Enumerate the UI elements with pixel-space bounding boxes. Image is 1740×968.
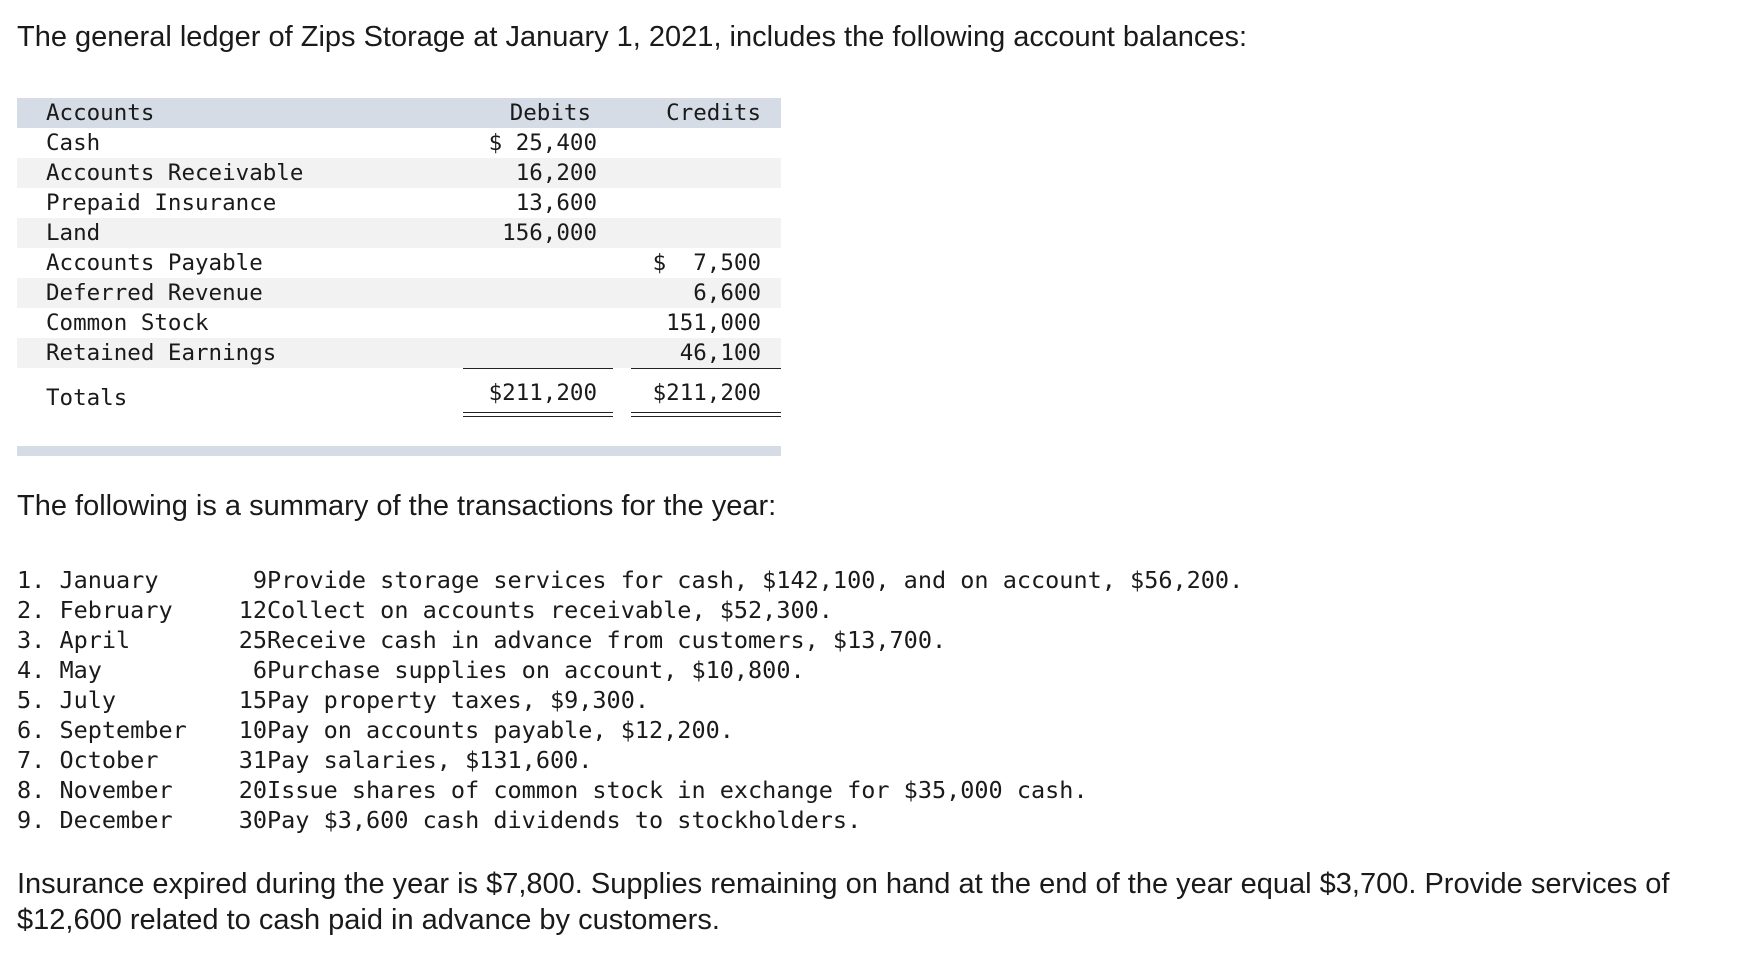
debit-total-rule [463,368,613,369]
ledger-table [17,98,781,456]
debit-amount: 13,600 [515,190,597,216]
credit-total: $211,200 [652,380,761,406]
account-name: Common Stock [46,310,209,336]
credit-amount: 6,600 [693,280,761,306]
credit-amount: 151,000 [666,310,761,336]
transaction-month: 8. November [17,776,173,804]
credit-amount: $ 7,500 [652,250,761,276]
transaction-day: 25 [238,626,267,654]
transaction-day: 12 [238,596,267,624]
debits-header: Debits [509,100,591,126]
account-name: Prepaid Insurance [46,190,277,216]
transaction-day: 30 [238,806,267,834]
transaction-month: 4. May [17,656,102,684]
transaction-description: Pay $3,600 cash dividends to stockholders. [267,806,862,834]
credit-total-rule [631,368,781,369]
transaction-day: 20 [238,776,267,804]
totals-label: Totals [46,385,128,411]
ledger-row [17,188,781,218]
account-name: Land [46,220,101,246]
ledger-header-row [17,98,781,128]
transaction-description: Provide storage services for cash, $142,100, and on account, $56,200. [267,566,1244,594]
debit-amount: 16,200 [515,160,597,186]
transaction-item [17,686,650,716]
ledger-row [17,248,781,278]
credit-double-rule [631,412,781,417]
transaction-description: Pay on accounts payable, $12,200. [267,716,734,744]
transaction-description: Collect on accounts receivable, $52,300. [267,596,833,624]
credits-header: Credits [666,100,761,126]
transaction-item [17,716,734,746]
transaction-month: 5. July [17,686,117,714]
transaction-month: 2. February [17,596,173,624]
transaction-item [17,776,1088,806]
debit-total: $211,200 [488,380,597,406]
transaction-description: Pay salaries, $131,600. [267,746,593,774]
transaction-description: Purchase supplies on account, $10,800. [267,656,805,684]
transaction-description: Receive cash in advance from customers, $13,700. [267,626,947,654]
transaction-item [17,566,1244,596]
transaction-description: Pay property taxes, $9,300. [267,686,650,714]
transaction-description: Issue shares of common stock in exchange for $35,000 cash. [267,776,1088,804]
transaction-month: 6. September [17,716,187,744]
transaction-day: 31 [238,746,267,774]
summary-title: The following is a summary of the transactions for the year: [17,490,777,522]
ledger-row [17,128,781,158]
debit-double-rule [463,412,613,417]
transaction-item [17,656,805,686]
ledger-footer-bar [17,446,781,456]
ledger-row [17,158,781,188]
accounts-header: Accounts [46,100,155,126]
ledger-row [17,218,781,248]
ledger-row [17,278,781,308]
transaction-day: 10 [238,716,267,744]
transaction-month: 7. October [17,746,159,774]
transaction-month: 1. January [17,566,159,594]
transaction-day: 9 [252,566,267,594]
account-name: Deferred Revenue [46,280,263,306]
ledger-totals-row [17,368,781,432]
transaction-item [17,626,947,656]
transaction-item [17,806,862,836]
closing-paragraph: Insurance expired during the year is $7,800. Supplies remaining on hand at the end of the year equal $3,700. Provide services of $12,600 related to cash paid in advance by customers. [17,868,1670,936]
account-name: Accounts Receivable [46,160,304,186]
credit-amount: 46,100 [679,340,761,366]
ledger-row [17,338,781,368]
intro-text: The general ledger of Zips Storage at January 1, 2021, includes the following account balances: [17,21,1248,53]
account-name: Accounts Payable [46,250,263,276]
debit-amount: 156,000 [502,220,597,246]
transaction-month: 9. December [17,806,173,834]
transaction-day: 15 [238,686,267,714]
transaction-list [17,566,1244,836]
ledger-row [17,308,781,338]
transaction-item [17,596,833,626]
debit-amount: $ 25,400 [488,130,597,156]
transaction-item [17,746,593,776]
transaction-day: 6 [252,656,267,684]
transaction-month: 3. April [17,626,131,654]
account-name: Retained Earnings [46,340,277,366]
account-name: Cash [46,130,101,156]
